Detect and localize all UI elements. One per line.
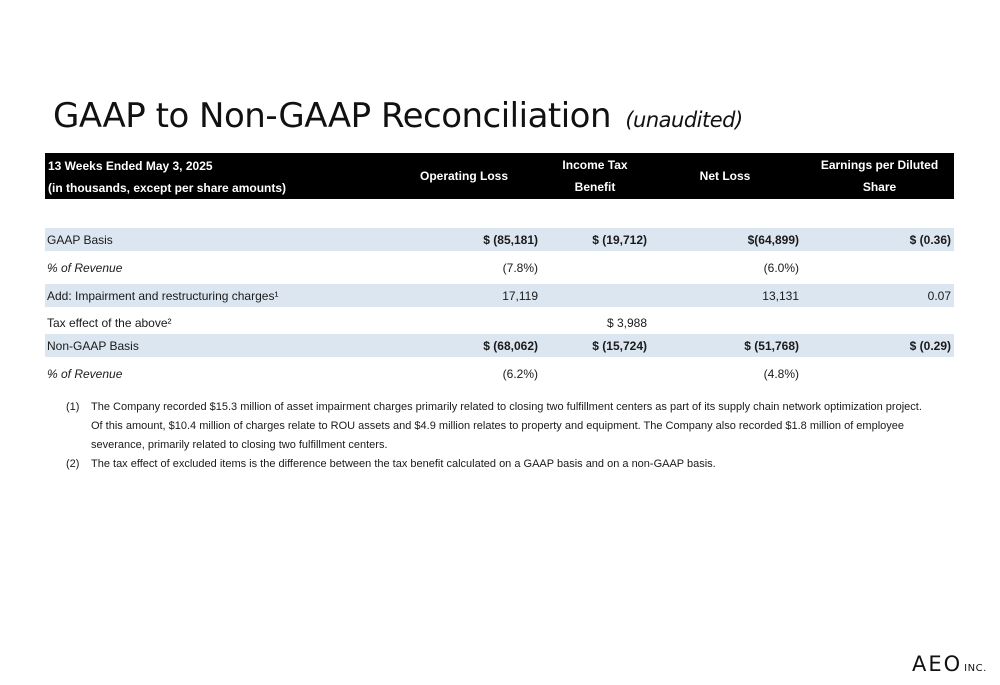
footnote-text: The Company recorded $15.3 million of asset impairment charges primarily related to closing two fulfillment centers as part of its supply chain network optimization project. Of this amount, $10.4 million of charges relate to ROU assets and $4.9 million relates to property and equipment. The Company also recorded $1.8 million of employee severance, primarily related to closing two fulfillment centers.	[91, 401, 922, 451]
cell-operating-loss: $ (68,062)	[483, 339, 538, 353]
table-row	[45, 228, 954, 251]
footnote-number: (2)	[66, 458, 80, 470]
cell-income-tax: $ 3,988	[606, 316, 647, 330]
company-logo	[912, 652, 987, 676]
footnote	[66, 455, 926, 474]
header-operating-loss: Operating Loss	[419, 169, 508, 183]
row-label: Tax effect of the above²	[47, 316, 172, 330]
cell-eps: $ (0.36)	[909, 233, 951, 247]
cell-net-loss: 13,131	[762, 289, 799, 303]
header-period: 13 Weeks Ended May 3, 2025	[48, 159, 213, 173]
cell-operating-loss: (6.2%)	[502, 367, 538, 381]
row-label: % of Revenue	[47, 261, 123, 275]
cell-income-tax: $ (19,712)	[592, 233, 647, 247]
reconciliation-table	[45, 153, 954, 381]
footnote	[66, 398, 926, 455]
header-income-tax-benefit: Income Tax Benefit	[562, 158, 628, 194]
row-label: % of Revenue	[47, 367, 123, 381]
header-net-loss: Net Loss	[699, 169, 751, 183]
page-title	[53, 96, 743, 136]
title-subtitle: (unaudited)	[625, 108, 743, 132]
logo-suffix: INC.	[964, 663, 987, 674]
cell-net-loss: $ (51,768)	[744, 339, 799, 353]
footnote-text: The tax effect of excluded items is the difference between the tax benefit calculated on a GAAP basis and on a non-GAAP basis.	[91, 458, 716, 470]
header-units: (in thousands, except per share amounts)	[48, 181, 287, 195]
row-label: Add: Impairment and restructuring charges¹	[47, 289, 279, 303]
cell-operating-loss: (7.8%)	[502, 261, 538, 275]
table-row	[45, 311, 954, 334]
cell-eps: $ (0.29)	[909, 339, 951, 353]
table-header	[45, 153, 954, 199]
cell-net-loss: (4.8%)	[763, 367, 799, 381]
table-row	[45, 256, 954, 279]
cell-operating-loss: $ (85,181)	[483, 233, 538, 247]
header-eps: Earnings per Diluted Share	[820, 158, 939, 194]
table-row	[45, 284, 954, 307]
cell-net-loss: $(64,899)	[747, 233, 799, 247]
footnote-number: (1)	[66, 401, 80, 413]
title-main: GAAP to Non-GAAP Reconciliation	[53, 96, 612, 136]
table-row	[45, 362, 954, 385]
cell-net-loss: (6.0%)	[763, 261, 799, 275]
cell-operating-loss: 17,119	[502, 289, 538, 303]
cell-income-tax: $ (15,724)	[592, 339, 647, 353]
footnotes	[66, 398, 926, 474]
logo-text: AEO	[912, 652, 963, 676]
row-label: GAAP Basis	[47, 233, 113, 247]
row-label: Non-GAAP Basis	[47, 339, 139, 353]
table-row	[45, 334, 954, 357]
cell-eps: 0.07	[927, 289, 951, 303]
